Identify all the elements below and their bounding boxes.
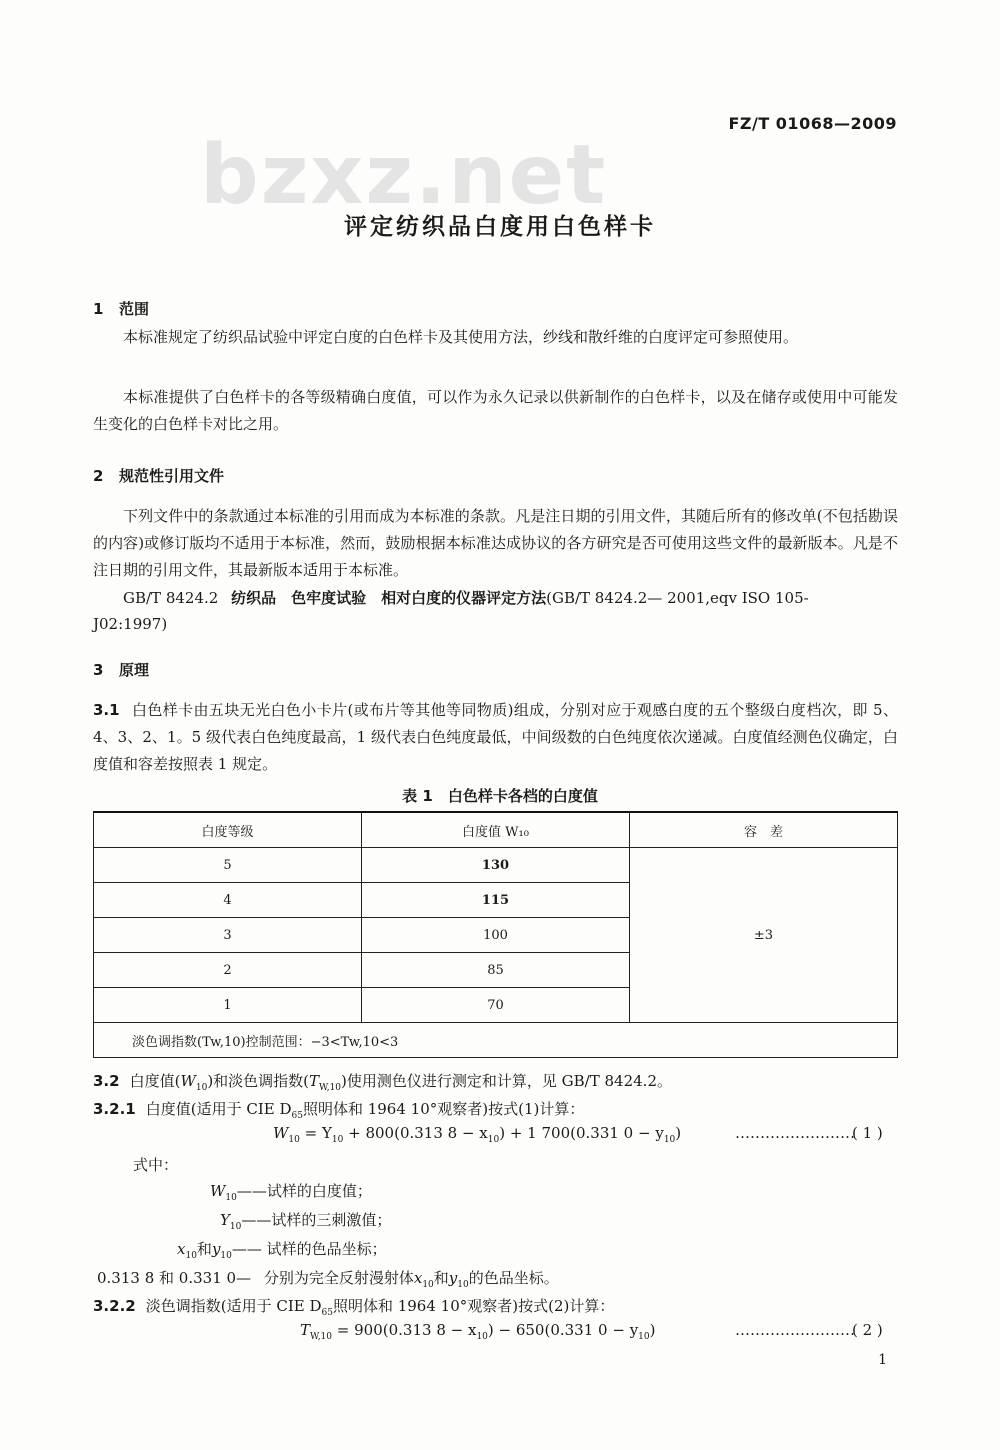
clause-number: 3.2.1	[93, 1100, 136, 1118]
whiteness-cell: 100	[362, 918, 630, 953]
document-title: 评定纺织品白度用白色样卡	[344, 214, 656, 240]
definition-text: 和	[433, 1269, 449, 1287]
clause-text: )和淡色调指数(	[207, 1072, 310, 1090]
symbol: T	[309, 1072, 320, 1090]
table-1	[93, 811, 898, 1058]
symbol: W	[180, 1072, 196, 1090]
formula-text: )	[675, 1124, 682, 1142]
symbol: x	[413, 1269, 423, 1287]
section-3-heading	[93, 659, 149, 680]
definition-term: 0.313 8 和 0.331 0—	[97, 1269, 252, 1287]
definition-text: 分别为完全反射漫射体	[263, 1269, 414, 1287]
column-header-whiteness: 白度值 W₁₀	[362, 812, 630, 848]
grade-cell: 1	[94, 988, 362, 1023]
symbol: Y	[220, 1211, 230, 1229]
formula-2	[300, 1321, 655, 1342]
whiteness-cell: 115	[362, 883, 630, 918]
clause-text: 淡色调指数(适用于 CIE D	[145, 1297, 322, 1315]
whiteness-cell: 130	[362, 848, 630, 883]
symbol: x	[177, 1240, 186, 1258]
clause-number: 3.1	[93, 701, 120, 719]
definition-text: —— 试样的色品坐标；	[231, 1240, 387, 1258]
column-header-tolerance: 容 差	[630, 812, 898, 848]
reference-title: 纺织品 色牢度试验 相对白度的仪器评定方法	[231, 589, 547, 607]
section-1-paragraph-2: 本标准提供了白色样卡的各等级精确白度值，可以作为永久记录以供新制作的白色样卡，以及在储存或使用中可能发生变化的白色样卡对比之用。	[93, 388, 898, 433]
subscript: 10	[331, 1135, 344, 1145]
subscript: 10	[487, 1135, 500, 1145]
section-1-heading	[93, 298, 149, 319]
symbol: y	[211, 1240, 221, 1258]
subscript: 65	[291, 1111, 303, 1121]
grade-cell: 3	[94, 918, 362, 953]
subscript: 65	[321, 1308, 333, 1318]
formula-2-leader: ……………………	[735, 1321, 855, 1339]
section-title: 原理	[119, 661, 150, 679]
formula-text: + 800(0.313 8 − x	[343, 1124, 488, 1142]
normative-reference	[123, 585, 898, 612]
subscript: 10	[288, 1135, 300, 1145]
watermark: bzxz.net	[200, 128, 608, 223]
formula-text: )	[649, 1321, 656, 1339]
subscript: 10	[195, 1083, 208, 1093]
formula-1-label: ( 1 )	[852, 1124, 883, 1142]
grade-cell: 2	[94, 953, 362, 988]
subscript: 10	[220, 1251, 232, 1261]
section-2-heading	[93, 465, 224, 486]
subscript: W,10	[319, 1083, 342, 1093]
definition-text: 的色品坐标。	[468, 1269, 559, 1287]
symbol: W	[210, 1182, 226, 1200]
subscript: 10	[457, 1280, 469, 1290]
clause-number: 3.2	[93, 1072, 120, 1090]
clause-text: )使用测色仪进行测定和计算，见 GB/T 8424.2。	[341, 1072, 672, 1090]
section-2-paragraph-1: 下列文件中的条款通过本标准的引用而成为本标准的条款。凡是注日期的引用文件，其随后所有的修改单(不包括勘误的内容)或修订版均不适用于本标准，然而，鼓励根据本标准达成协议的各方研究是否可使用这些文件的最新版本。凡是不注日期的引用文件，其最新版本适用于本标准。	[93, 507, 898, 579]
definition-text: ——试样的三刺激值；	[241, 1211, 392, 1229]
subscript: 10	[638, 1332, 650, 1342]
formula-text: = Y	[304, 1124, 332, 1142]
symbol: W	[273, 1124, 289, 1142]
column-header-grade: 白度等级	[94, 812, 362, 848]
subscript: W,10	[310, 1332, 333, 1342]
clause-text: 白色样卡由五块无光白色小卡片(或布片等其他等同物质)组成，分别对应于观感白度的五个整级白度档次，即 5、4、3、2、1。5 级代表白色纯度最高，1 级代表白色纯度最低，中间级数的白色纯度依次递减。白度值经测色仪确定，白度值和容差按照表 1 规定。	[93, 701, 898, 773]
formula-text: ) + 1 700(0.331 0 − y	[499, 1124, 664, 1142]
grade-cell: 4	[94, 883, 362, 918]
section-number: 2	[93, 467, 104, 485]
subscript: 10	[229, 1222, 242, 1232]
definition-text: 和	[196, 1240, 212, 1258]
tolerance-cell: ±3	[630, 848, 898, 1023]
standard-code: FZ/T 01068—2009	[728, 114, 897, 133]
whiteness-cell: 85	[362, 953, 630, 988]
reference-code: GB/T 8424.2	[123, 589, 219, 607]
symbol: T	[300, 1321, 311, 1339]
definition-constants	[97, 1267, 559, 1290]
formula-1	[273, 1124, 681, 1145]
clause-3-2-2	[93, 1295, 614, 1318]
formula-text: ) − 650(0.331 0 − y	[487, 1321, 639, 1339]
clause-3-2-1	[93, 1098, 584, 1121]
clause-number: 3.2.2	[93, 1297, 136, 1315]
clause-text: 照明体和 1964 10°观察者)按式(2)计算：	[332, 1297, 615, 1315]
table-row	[94, 848, 898, 883]
definition-text: ——试样的白度值；	[236, 1182, 372, 1200]
clause-text: 白度值(适用于 CIE D	[145, 1100, 292, 1118]
definition-y10	[220, 1209, 391, 1232]
formula-text: = 900(0.313 8 − x	[336, 1321, 477, 1339]
where-label: 式中：	[133, 1156, 179, 1174]
clause-text: 照明体和 1964 10°观察者)按式(1)计算：	[302, 1100, 585, 1118]
normative-reference-continuation: J02:1997)	[93, 615, 168, 633]
reference-tail: (GB/T 8424.2— 2001,eqv ISO 105-	[546, 589, 809, 607]
section-title: 范围	[119, 300, 150, 318]
subscript: 10	[185, 1251, 197, 1261]
subscript: 10	[663, 1135, 676, 1145]
symbol: y	[448, 1269, 458, 1287]
table-header-row	[94, 812, 898, 848]
table-note-row	[94, 1023, 898, 1058]
table-note: 淡色调指数(Tw,10)控制范围：−3<Tw,10<3	[94, 1023, 898, 1058]
definition-w10	[210, 1180, 372, 1203]
section-number: 1	[93, 300, 104, 318]
section-1-paragraph-1: 本标准规定了纺织品试验中评定白度的白色样卡及其使用方法，纱线和散纤维的白度评定可参照使用。	[123, 328, 799, 346]
clause-3-2	[93, 1070, 672, 1093]
subscript: 10	[225, 1193, 237, 1203]
table-1-caption: 表 1 白色样卡各档的白度值	[402, 787, 598, 805]
subscript: 10	[422, 1280, 434, 1290]
page-number: 1	[878, 1352, 887, 1368]
section-number: 3	[93, 661, 104, 679]
section-title: 规范性引用文件	[119, 467, 225, 485]
clause-text: 白度值(	[129, 1072, 181, 1090]
formula-2-label: ( 2 )	[852, 1321, 883, 1339]
whiteness-cell: 70	[362, 988, 630, 1023]
definition-xy10	[177, 1238, 387, 1261]
subscript: 10	[476, 1332, 488, 1342]
clause-3-1	[93, 697, 898, 778]
grade-cell: 5	[94, 848, 362, 883]
formula-1-leader: ……………………	[735, 1124, 855, 1142]
